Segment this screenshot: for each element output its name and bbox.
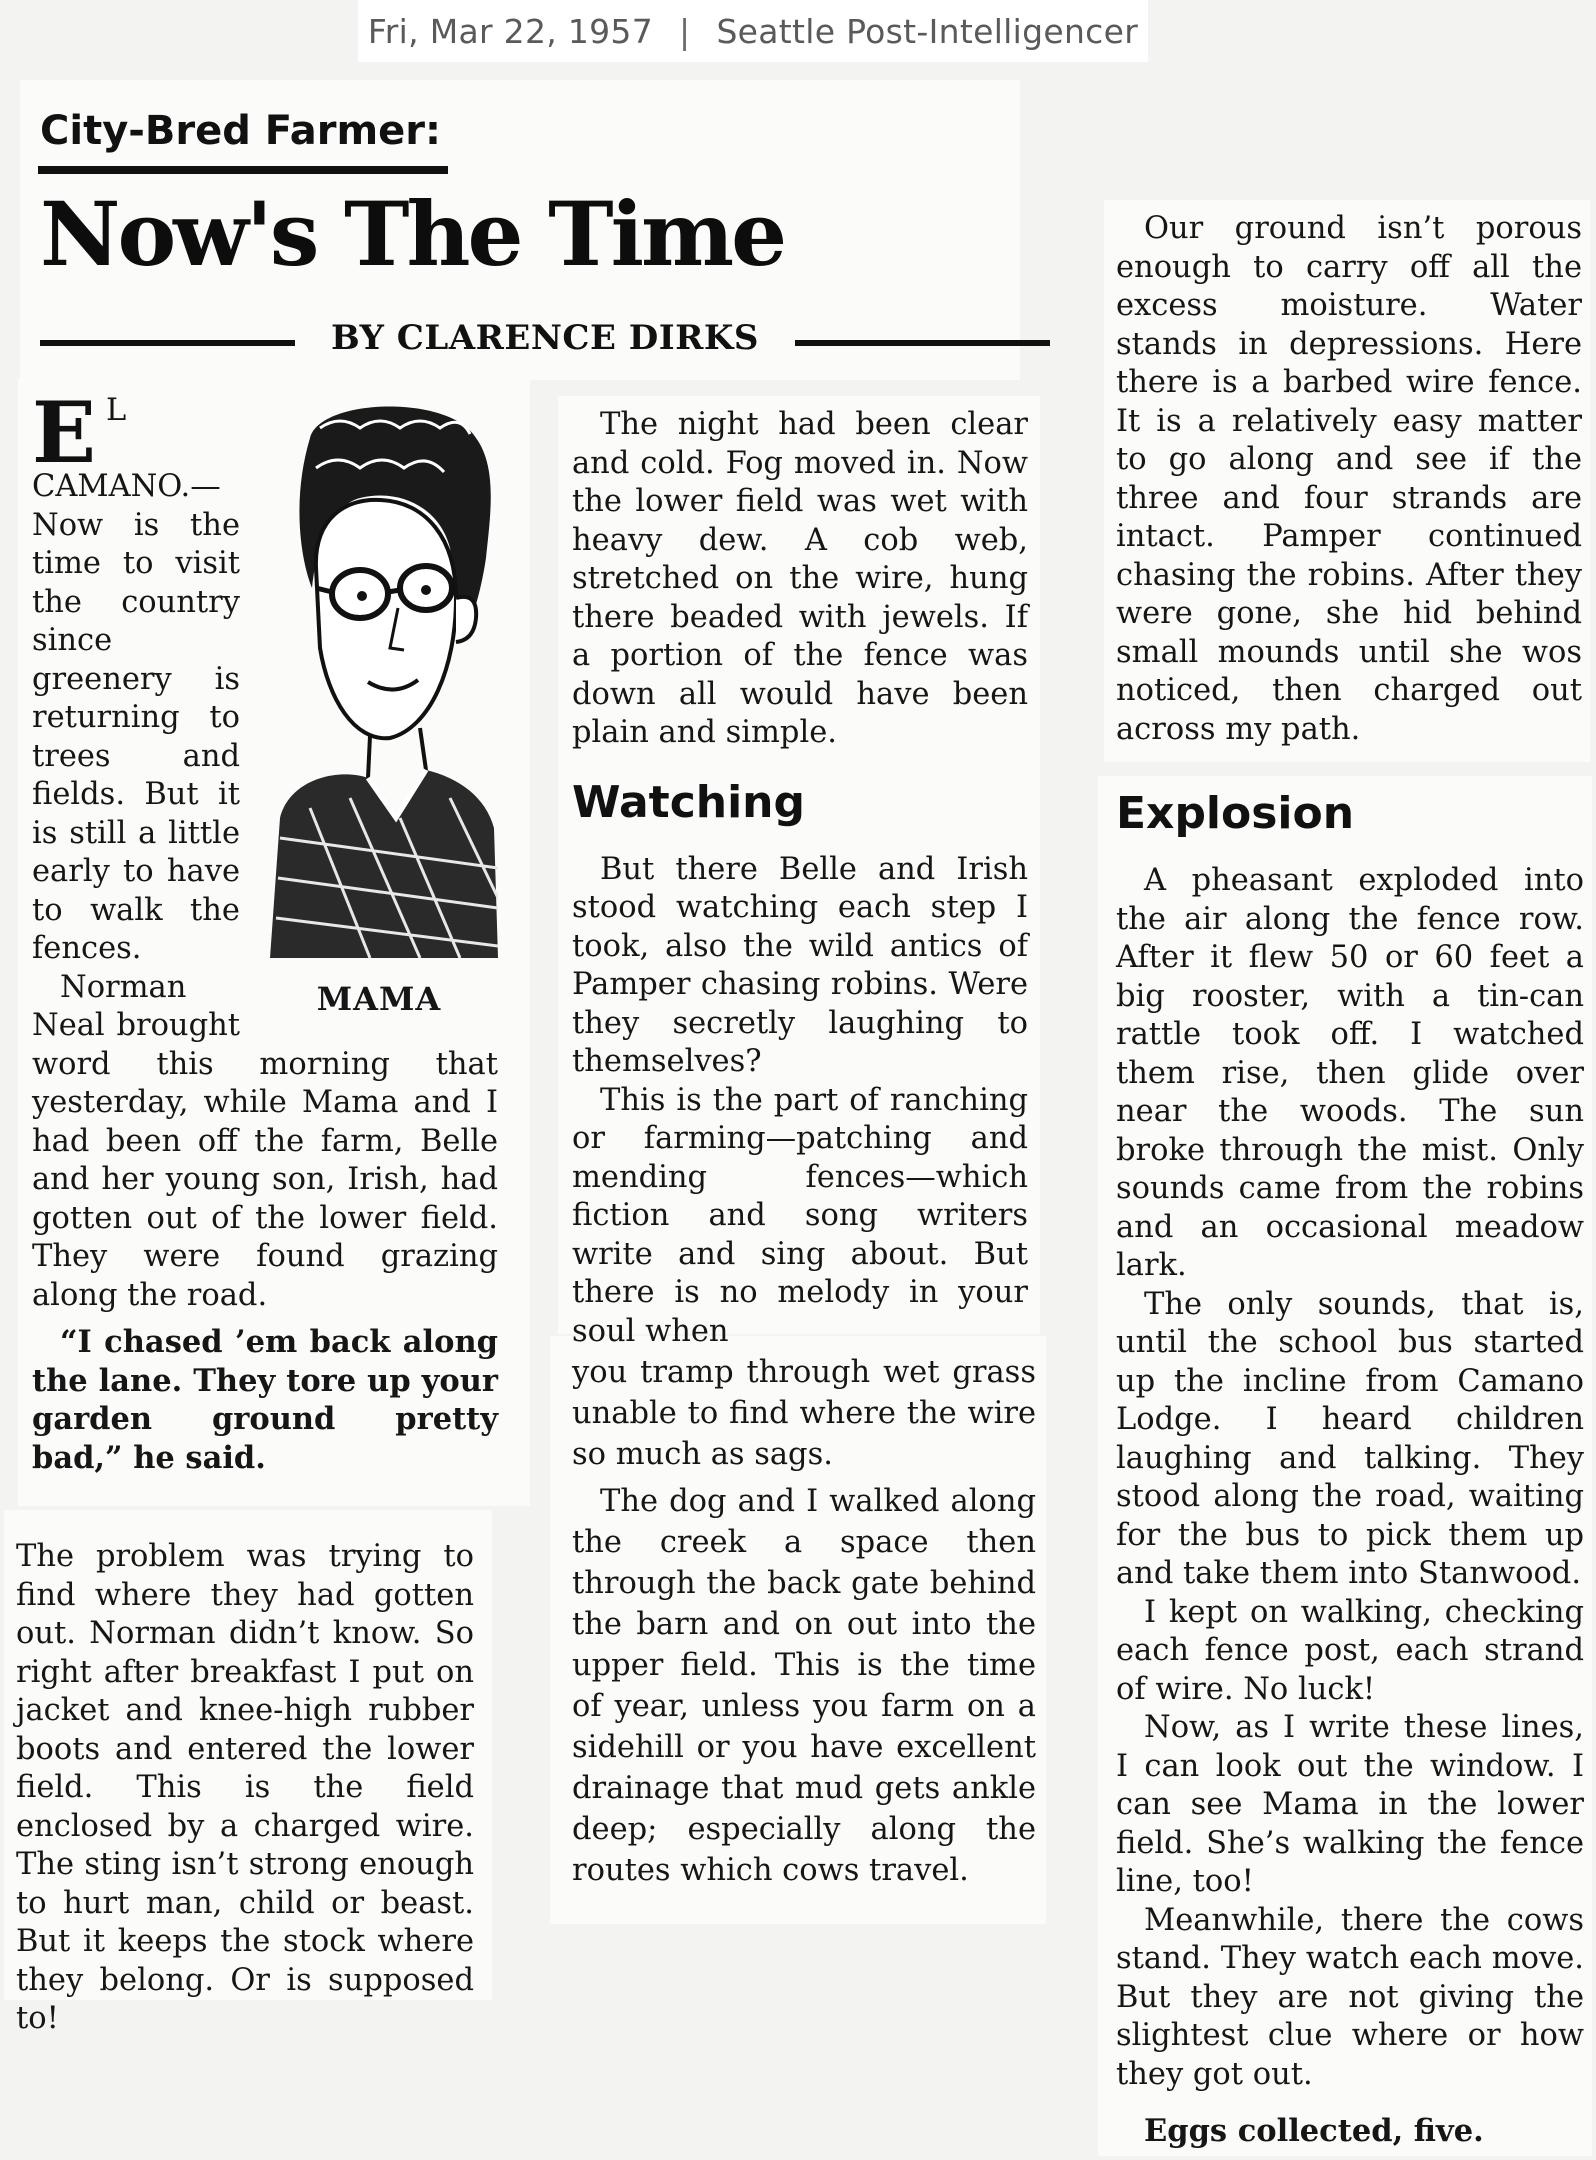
kicker-rule (38, 166, 448, 174)
article-kicker: City-Bred Farmer: (40, 108, 441, 154)
col2-paragraph-1: The night had been clear and cold. Fog moved in. Now the lower field was wet with heavy dew. A cob web, stretched on the wire, hung there beaded with jewels. If a portion of the fence was down all would have been plain and simple. (572, 407, 1028, 750)
column-1-continued (16, 1538, 474, 2039)
column-3 (1116, 210, 1582, 749)
column-2 (572, 406, 1028, 1351)
source-header (358, 0, 1148, 62)
byline-row (40, 318, 1010, 368)
col1-paragraph-2: Norman Neal brought word this morning that yesterday, while Mama and I had been off the farm, Belle and her young son, Irish, had gotten out of the lower field. They were found grazing along the road. (32, 969, 498, 1313)
source-date: Fri, Mar 22, 1957 (367, 11, 654, 51)
col3-paragraph-3: The only sounds, that is, until the school bus started up the incline from Camano Lodge. I heard children laughing and talking. They stood along the road, waiting for the bus to pick them up and take them into Stanwood. (1116, 1286, 1584, 1591)
article-headline: Now's The Time (40, 182, 785, 286)
dropcap-letter: E (32, 383, 97, 482)
column-2-continued (572, 1352, 1036, 1891)
col3-paragraph-5: Now, as I write these lines, I can look out the window. I can see Mama in the lower field. She’s walking the fence line, too! (1116, 1710, 1584, 1899)
column-1 (32, 383, 498, 1477)
col1-paragraph-1: L CAMANO.—Now is the time to visit the country since greenery is returning to trees and fields. But it is still a little early to have to walk the fences. (32, 393, 240, 966)
article-byline: BY CLARENCE DIRKS (331, 318, 759, 358)
col3-paragraph-2: A pheasant exploded into the air along the fence row. After it flew 50 or 60 feet a big rooster, with a tin-can rattle took off. I watched them rise, then glide over near the woods. The sun broke through the mist. Only sounds came from the robins and an occasional meadow lark. (1116, 863, 1584, 1283)
col3-paragraph-4: I kept on walking, checking each fence post, each strand of wire. No luck! (1116, 1594, 1584, 1707)
col1-paragraph-3: “I chased ’em back along the lane. They tore up your garden ground pretty bad,” he said. (32, 1324, 498, 1476)
col2-paragraph-3: This is the part of ranching or farming—patching and mending fences—which fiction and song writers write and sing about. But there is no melody in your soul when (572, 1082, 1028, 1349)
source-publication: Seattle Post-Intelligencer (716, 11, 1139, 51)
col3-paragraph-6: Meanwhile, there the cows stand. They watch each move. But they are not giving the slightest clue where or how they got out. (1116, 1902, 1584, 2092)
byline-rule-left (40, 340, 295, 346)
subhead-watching: Watching (572, 776, 805, 828)
col3-paragraph-1: Our ground isn’t porous enough to carry off all the excess moisture. Water stands in depressions. Here there is a barbed wire fence. It is a relatively easy matter to go along and see if the three and four strands are intact. Pamper continued chasing the robins. After they were gone, she hid behind small mounds until she wos noticed, then charged out across my path. (1116, 211, 1582, 747)
portrait-caption: MAMA (316, 979, 442, 1018)
col2-paragraph-4: you tramp through wet grass unable to find where the wire so much as sags. (572, 1355, 1036, 1472)
col2-paragraph-2: But there Belle and Irish stood watching each step I took, also the wild antics of Pamper chasing robins. Were they secretly laughing to themselves? (572, 851, 1028, 1079)
woman-portrait-icon (250, 398, 498, 958)
subhead-explosion: Explosion (1116, 788, 1355, 839)
portrait-illustration (250, 398, 498, 1016)
column-3-continued (1116, 786, 1584, 2151)
col1-paragraph-4: The problem was trying to find where they had gotten out. Norman didn’t know. So right after breakfast I put on jacket and knee-high rubber boots and entered the lower field. This is the field enclosed by a charged wire. The sting isn’t strong enough to hurt man, child or beast. But it keeps the stock where they belong. Or is supposed to! (16, 1539, 474, 2036)
col2-paragraph-5: The dog and I walked along the creek a space then through the back gate behind the barn and on out into the upper field. This is the time of year, unless you farm on a sidehill or you have excellent drainage that mud gets ankle deep; especially along the routes which cows travel. (572, 1484, 1036, 1888)
header-separator: | (679, 11, 691, 51)
byline-rule-right (795, 340, 1050, 346)
col3-sign-off: Eggs collected, five. (1144, 2113, 1484, 2149)
